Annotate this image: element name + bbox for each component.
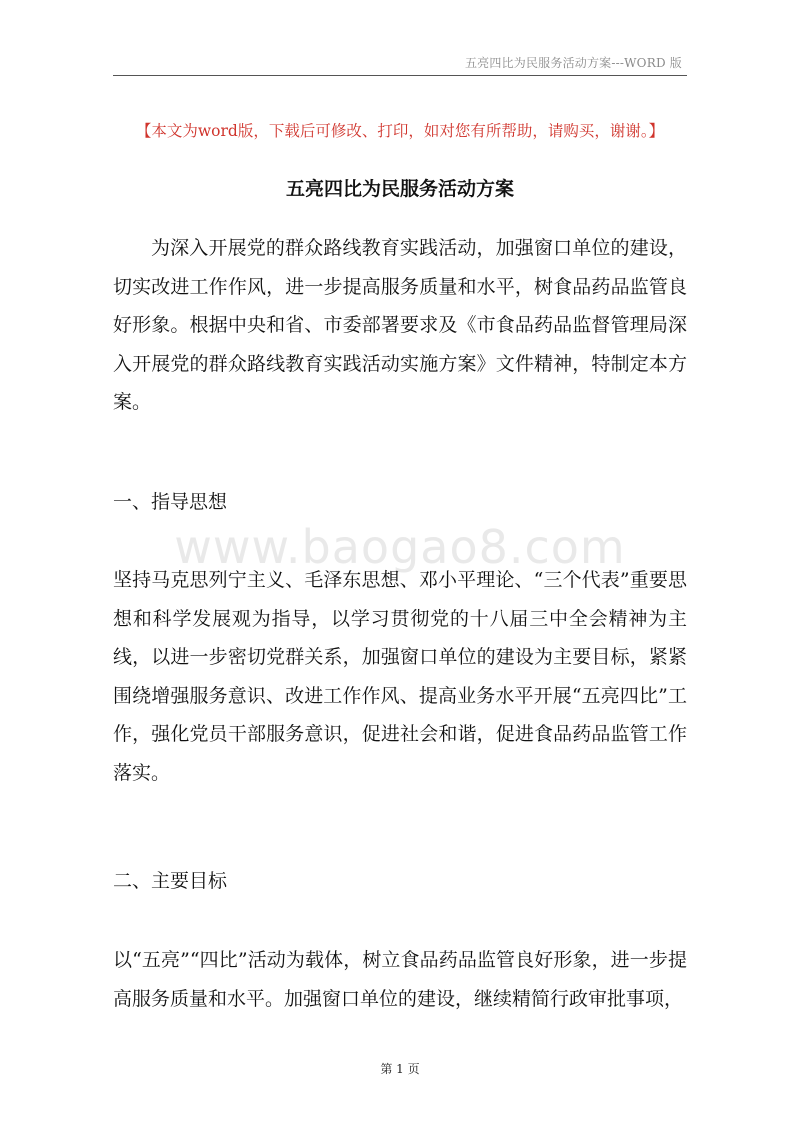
document-title: 五亮四比为民服务活动方案 — [285, 178, 514, 200]
header-divider — [113, 75, 687, 76]
page-number: 第 1 页 — [380, 1062, 420, 1076]
watermark: www.baogao8.com — [174, 520, 626, 574]
purchase-notice: 【本文为word版，下载后可修改、打印，如对您有所帮助，请购买，谢谢。】 — [135, 122, 665, 140]
section-heading-goals: 二、主要目标 — [113, 870, 228, 892]
guiding-paragraph: 坚持马克思列宁主义、毛泽东思想、邓小平理论、“三个代表”重要思想和科学发展观为指导，以学习贯彻党的十八届三中全会精神为主线，以进一步密切党群关系，加强窗口单位的建设为主要目标，紧紧围绕增强服务意识、改进工作作风、提高业务水平开展“五亮四比”工作，强化党员干部服务意识，促进社会和谐，促进食品药品监管工作落实。 — [113, 569, 687, 784]
section-heading-guiding: 一、指导思想 — [113, 491, 228, 513]
running-header: 五亮四比为民服务活动方案---WORD 版 — [464, 56, 682, 70]
goals-paragraph: 以“五亮”“四比”活动为载体，树立食品药品监管良好形象，进一步提高服务质量和水平。加强窗口单位的建设，继续精简行政审批事项， — [113, 949, 687, 1010]
intro-paragraph: 为深入开展党的群众路线教育实践活动，加强窗口单位的建设，切实改进工作作风，进一步提高服务质量和水平，树食品药品监管良好形象。根据中央和省、市委部署要求及《市食品药品监督管理局深入开展党的群众路线教育实践活动实施方案》文件精神，特制定本方案。 — [113, 237, 687, 413]
